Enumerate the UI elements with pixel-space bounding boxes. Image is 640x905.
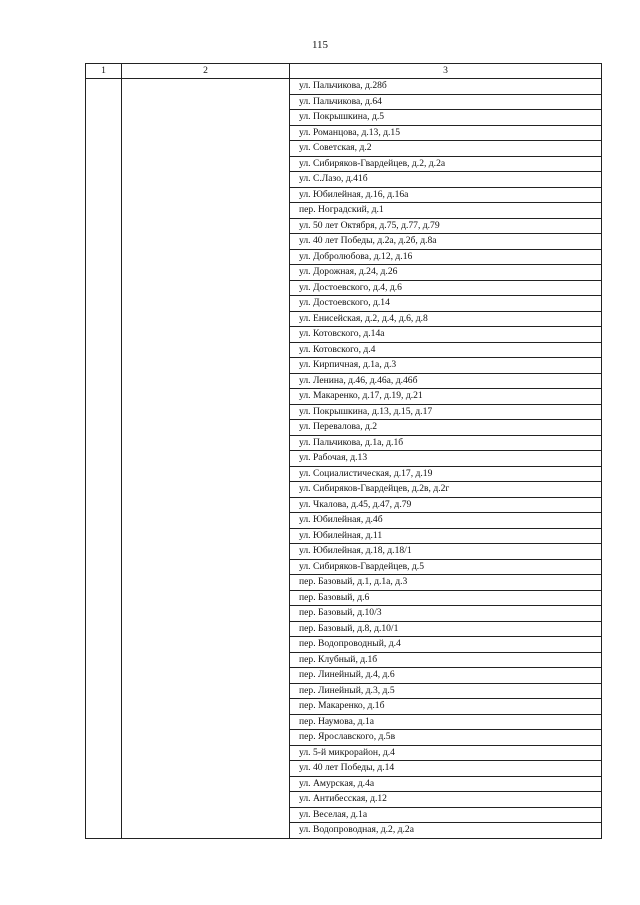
column-header-1: 1 xyxy=(86,64,122,79)
address-cell: пер. Линейный, д.3, д.5 xyxy=(290,683,602,699)
address-cell: ул. Енисейская, д.2, д.4, д.6, д.8 xyxy=(290,311,602,327)
address-cell: ул. Сибиряков-Гвардейцев, д.2, д.2а xyxy=(290,156,602,172)
address-cell: ул. Юбилейная, д.11 xyxy=(290,528,602,544)
address-cell: пер. Базовый, д.10/3 xyxy=(290,606,602,622)
address-cell: пер. Макаренко, д.1б xyxy=(290,699,602,715)
table-body xyxy=(86,79,602,839)
address-cell: пер. Базовый, д.1, д.1а, д.3 xyxy=(290,575,602,591)
address-cell: ул. Кирпичная, д.1а, д.3 xyxy=(290,358,602,374)
address-cell: ул. Добролюбова, д.12, д.16 xyxy=(290,249,602,265)
address-cell: пер. Наумова, д.1а xyxy=(290,714,602,730)
address-cell: ул. Юбилейная, д.18, д.18/1 xyxy=(290,544,602,560)
address-cell: ул. Покрышкина, д.13, д.15, д.17 xyxy=(290,404,602,420)
address-cell: ул. Макаренко, д.17, д.19, д.21 xyxy=(290,389,602,405)
address-cell: ул. Рабочая, д.13 xyxy=(290,451,602,467)
address-cell: ул. 5-й микрорайон, д.4 xyxy=(290,745,602,761)
address-cell: ул. 40 лет Победы, д.2а, д.2б, д.8а xyxy=(290,234,602,250)
address-cell: ул. Пальчикова, д.1а, д.1б xyxy=(290,435,602,451)
address-cell: ул. Юбилейная, д.16, д.16а xyxy=(290,187,602,203)
address-cell: ул. 50 лет Октября, д.75, д.77, д.79 xyxy=(290,218,602,234)
address-cell: пер. Ярославского, д.5в xyxy=(290,730,602,746)
address-cell: пер. Базовый, д.8, д.10/1 xyxy=(290,621,602,637)
address-cell: ул. Водопроводная, д.2, д.2а xyxy=(290,823,602,839)
address-cell: пер. Базовый, д.6 xyxy=(290,590,602,606)
address-cell: ул. Котовского, д.14а xyxy=(290,327,602,343)
column-1-cell xyxy=(86,79,122,839)
column-2-cell xyxy=(122,79,290,839)
address-cell: ул. Веселая, д.1а xyxy=(290,807,602,823)
address-cell: ул. Пальчикова, д.28б xyxy=(290,79,602,95)
address-cell: ул. Пальчикова, д.64 xyxy=(290,94,602,110)
column-header-2: 2 xyxy=(122,64,290,79)
address-cell: ул. Покрышкина, д.5 xyxy=(290,110,602,126)
address-cell: ул. Котовского, д.4 xyxy=(290,342,602,358)
address-cell: ул. Сибиряков-Гвардейцев, д.2в, д.2г xyxy=(290,482,602,498)
address-cell: ул. Советская, д.2 xyxy=(290,141,602,157)
address-cell: пер. Водопроводный, д.4 xyxy=(290,637,602,653)
address-cell: ул. Достоевского, д.4, д.6 xyxy=(290,280,602,296)
address-cell: ул. Чкалова, д.45, д.47, д.79 xyxy=(290,497,602,513)
address-cell: пер. Ноградский, д.1 xyxy=(290,203,602,219)
address-cell: ул. Социалистическая, д.17, д.19 xyxy=(290,466,602,482)
column-header-3: 3 xyxy=(290,64,602,79)
header-row xyxy=(86,64,602,79)
address-cell: ул. Амурская, д.4а xyxy=(290,776,602,792)
address-cell: пер. Линейный, д.4, д.6 xyxy=(290,668,602,684)
address-cell: ул. Ленина, д.46, д.46а, д.46б xyxy=(290,373,602,389)
address-cell: ул. Юбилейная, д.4б xyxy=(290,513,602,529)
address-cell: ул. С.Лазо, д.41б xyxy=(290,172,602,188)
address-cell: ул. 40 лет Победы, д.14 xyxy=(290,761,602,777)
address-cell: ул. Достоевского, д.14 xyxy=(290,296,602,312)
address-cell: ул. Дорожная, д.24, д.26 xyxy=(290,265,602,281)
address-cell: пер. Клубный, д.1б xyxy=(290,652,602,668)
address-cell: ул. Перевалова, д.2 xyxy=(290,420,602,436)
address-cell: ул. Романцова, д.13, д.15 xyxy=(290,125,602,141)
address-table xyxy=(85,63,602,839)
table-row xyxy=(86,79,602,95)
address-cell: ул. Сибиряков-Гвардейцев, д.5 xyxy=(290,559,602,575)
address-cell: ул. Антибесская, д.12 xyxy=(290,792,602,808)
page-number: 115 xyxy=(311,39,329,51)
